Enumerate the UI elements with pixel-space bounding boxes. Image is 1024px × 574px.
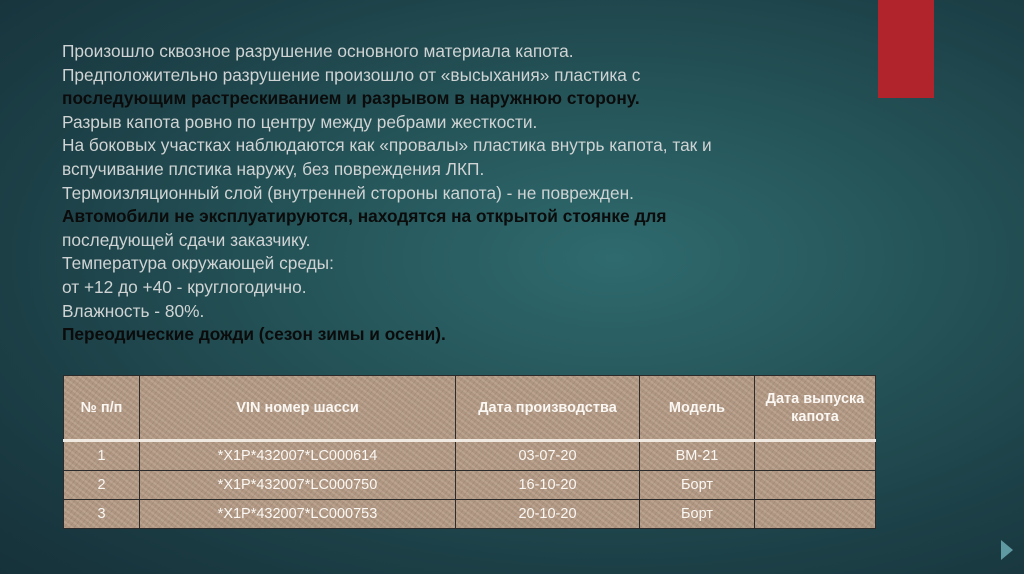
accent-bar: [878, 0, 934, 98]
cell-vin: *X1P*432007*LC000753: [140, 500, 456, 529]
text-line: Произошло сквозное разрушение основного материала капота.: [62, 41, 574, 61]
table-row: [64, 471, 876, 500]
cell-hood-release-date: [755, 471, 876, 500]
cell-vin: *X1P*432007*LC000614: [140, 441, 456, 471]
table-header-row: [64, 376, 876, 441]
text-line: На боковых участках наблюдаются как «провалы» пластика внутрь капота, так и: [62, 135, 712, 156]
cell-model: ВМ-21: [640, 441, 755, 471]
text-line: Влажность - 80%.: [62, 300, 205, 321]
text-line: Переодические дожди (сезон зимы и осени).: [62, 324, 446, 345]
text-line: Разрыв капота ровно по центру между ребрами жесткости.: [62, 111, 538, 132]
cell-production-date: 20-10-20: [456, 500, 640, 529]
header-model: Модель: [640, 376, 755, 441]
text-line: Температура окружающей среды:: [62, 253, 334, 274]
cell-number: 2: [64, 471, 140, 500]
vehicle-table: [63, 375, 875, 527]
table-row: [64, 500, 876, 529]
cell-hood-release-date: [755, 500, 876, 529]
cell-production-date: 03-07-20: [456, 441, 640, 471]
description-text: [62, 40, 862, 347]
text-line: Автомобили не эксплуатируются, находятся на открытой стоянке для: [62, 206, 667, 227]
cell-model: Борт: [640, 500, 755, 529]
cell-number: 1: [64, 441, 140, 471]
table-row: [64, 441, 876, 471]
text-line: последующим растрескиванием и разрывом в наружнюю сторону.: [62, 88, 640, 109]
cell-hood-release-date: [755, 441, 876, 471]
cell-vin: *X1P*432007*LC000750: [140, 471, 456, 500]
header-number: № п/п: [64, 376, 140, 441]
text-line: вспучивание плстика наружу, без повреждения ЛКП.: [62, 158, 485, 179]
text-line: последующей сдачи заказчику.: [62, 229, 311, 250]
header-hood-release-date: Дата выпуска капота: [755, 376, 876, 441]
cell-production-date: 16-10-20: [456, 471, 640, 500]
cell-model: Борт: [640, 471, 755, 500]
text-line: от +12 до +40 - круглогодично.: [62, 276, 307, 297]
cell-number: 3: [64, 500, 140, 529]
text-line: Термоизляционный слой (внутренней стороны капота) - не поврежден.: [62, 182, 634, 203]
text-line: Предположительно разрушение произошло от «высыхания» пластика с: [62, 64, 641, 85]
header-vin: VIN номер шасси: [140, 376, 456, 441]
next-slide-arrow-icon[interactable]: [1001, 540, 1013, 560]
header-production-date: Дата производства: [456, 376, 640, 441]
